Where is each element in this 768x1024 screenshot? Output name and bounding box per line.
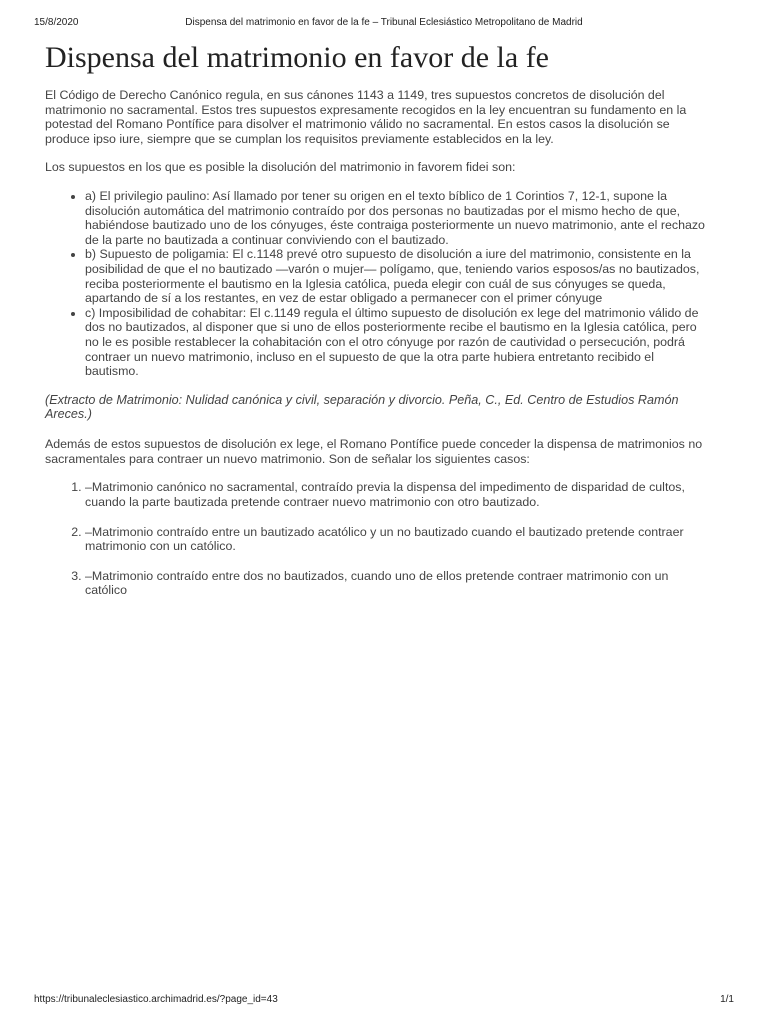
casos-list	[45, 480, 705, 598]
list-item: 1. –Matrimonio canónico no sacramental, contraído previa la dispensa del impedimento de disparidad de cultos, cuando la parte bautizada pretende contraer nuevo matrimonio con otro bautizado.	[85, 480, 705, 509]
lead-paragraph: Los supuestos en los que es posible la disolución del matrimonio in favorem fidei son:	[45, 160, 516, 175]
print-page-title: Dispensa del matrimonio en favor de la fe – Tribunal Eclesiástico Metropolitano de Madrid	[185, 17, 583, 28]
supuestos-list	[45, 189, 705, 379]
list-item: • c) Imposibilidad de cohabitar: El c.1149 regula el último supuesto de disolución ex lege del matrimonio válido de dos no bautizados, al disponer que si uno de ellos posteriormente recibe el bautismo en la Iglesia católica, pero no le es posible restablecer la cohabitación con el otro cónyuge por razón de cautividad o persecución, podrá contraer un nuevo matrimonio, incluso en el supuesto de que la otra parte hubiera entretanto recibido el bautismo.	[85, 306, 705, 379]
citation: (Extracto de Matrimonio: Nulidad canónica y civil, separación y divorcio. Peña, C., Ed. Centro de Estudios Ramón Areces.)	[45, 392, 679, 422]
list-item: 3. –Matrimonio contraído entre dos no bautizados, cuando uno de ellos pretende contraer matrimonio con un católico	[85, 569, 705, 598]
print-header	[34, 17, 734, 31]
article	[45, 40, 705, 613]
dispensa-paragraph: Además de estos supuestos de disolución ex lege, el Romano Pontífice puede conceder la dispensa de matrimonios no sacramentales para contraer un nuevo matrimonio. Son de señalar los siguientes casos:	[45, 437, 703, 466]
list-item: 2. –Matrimonio contraído entre un bautizado acatólico y un no bautizado cuando el bautizado pretende contraer matrimonio con un católico.	[85, 525, 705, 554]
list-item: • b) Supuesto de poligamia: El c.1148 prevé otro supuesto de disolución a iure del matrimonio, consistente en la posibilidad de que el no bautizado —varón o mujer— polígamo, que, teniendo varios esposos/as no bautizados, reciba posteriormente el bautismo en la Iglesia católica, pueda elegir con cuál de sus cónyuges se queda, apartando de sí a los restantes, en vez de estar obligado a permanecer con el primer cónyuge	[85, 247, 705, 305]
article-title: Dispensa del matrimonio en favor de la fe	[45, 41, 549, 74]
list-item: • a) El privilegio paulino: Así llamado por tener su origen en el texto bíblico de 1 Corintios 7, 12-1, supone la disolución automática del matrimonio contraído por dos personas no bautizadas por el mismo hecho de que, habiéndose bautizado uno de los cónyuges, éste contraiga posteriormente un nuevo matrimonio, ante el rechazo de la parte no bautizada a continuar conviviendo con el bautizado.	[85, 189, 705, 247]
page-url: https://tribunaleclesiastico.archimadrid.es/?page_id=43	[34, 994, 278, 1005]
intro-paragraph: El Código de Derecho Canónico regula, en sus cánones 1143 a 1149, tres supuestos concretos de disolución del matrimonio no sacramental. Estos tres supuestos expresamente recogidos en la ley encuentran su fundamento en la potestad del Romano Pontífice para disolver el matrimonio válido no sacramental. En estos casos la disolución se produce ipso iure, siempre que se cumplan los requisitos previamente establecidos en la ley.	[45, 88, 687, 146]
print-date: 15/8/2020	[34, 17, 79, 28]
page-count: 1/1	[720, 994, 734, 1005]
print-footer	[34, 994, 734, 1008]
